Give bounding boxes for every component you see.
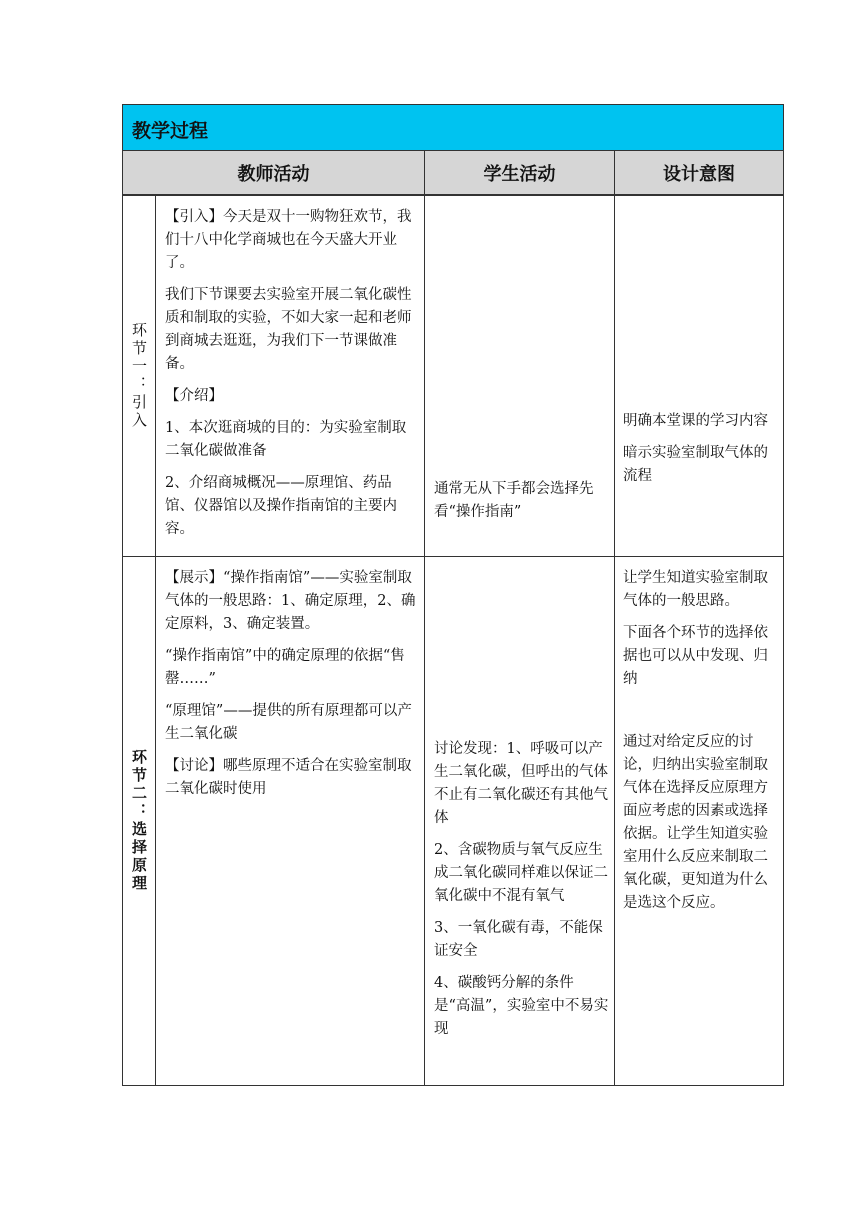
section1-design-hint: 暗示实验室制取气体的流程 <box>623 445 768 484</box>
section1-teacher-cell <box>155 195 425 557</box>
section2-student-finding-4: 4、碳酸钙分解的条件是“高温”，实验室中不易实现 <box>434 975 609 1037</box>
section1-teacher-intro: 【引入】今天是双十一购物狂欢节，我们十八中化学商城也在今天盛大开业了。 <box>165 209 412 271</box>
section2-teacher-cell <box>155 556 425 1086</box>
section1-student-text: 通常无从下手都会选择先看“操作指南” <box>434 481 594 520</box>
section2-label: 环节二：选择原理 <box>130 749 148 893</box>
section1-label-cell <box>122 195 156 557</box>
section2-design-thinking: 让学生知道实验室制取气体的一般思路。 <box>623 570 768 609</box>
header-teacher-activity: 教师活动 <box>122 150 425 195</box>
section1-teacher-overview: 2、介绍商城概况——原理馆、药品馆、仪器馆以及操作指南馆的主要内容。 <box>165 475 397 537</box>
section2-teacher-basis: “操作指南馆”中的确定原理的依据“售罄……” <box>165 648 405 687</box>
section2-label-cell <box>122 556 156 1086</box>
section2-student-finding-2: 2、含碳物质与氧气反应生成二氧化碳同样难以保证二氧化碳中不混有氧气 <box>434 842 608 904</box>
table-title-row <box>122 104 784 152</box>
section1-teacher-purpose: 1、本次逛商城的目的：为实验室制取二氧化碳做准备 <box>165 420 407 459</box>
section2-student-finding-3: 3、一氧化碳有毒，不能保证安全 <box>434 920 603 959</box>
section2-teacher-display: 【展示】“操作指南馆”——实验室制取气体的一般思路：1、确定原理，2、确定原料，3、确定装置。 <box>165 570 416 632</box>
section1-teacher-plan: 我们下节课要去实验室开展二氧化碳性质和制取的实验，不如大家一起和老师到商城去逛逛，为我们下一节课做准备。 <box>165 287 412 372</box>
section1-student-cell <box>424 195 615 557</box>
section1-teacher-intro-heading: 【介绍】 <box>165 388 223 404</box>
section2-design-cell <box>614 556 784 1086</box>
section1-label: 环节一：引入 <box>130 322 148 430</box>
section2-design-conclusion: 通过对给定反应的讨论，归纳出实验室制取气体在选择反应原理方面应考虑的因素或选择依据。让学生知道实验室用什么反应来制取二氧化碳，更知道为什么是选这个反应。 <box>623 734 768 911</box>
table-title: 教学过程 <box>132 120 209 142</box>
section1-design-goal: 明确本堂课的学习内容 <box>623 413 768 429</box>
section2-student-cell <box>424 556 615 1086</box>
section1-design-cell <box>614 195 784 557</box>
section2-teacher-discussion: 【讨论】哪些原理不适合在实验室制取二氧化碳时使用 <box>165 758 412 797</box>
section2-teacher-principle-hall: “原理馆”——提供的所有原理都可以产生二氧化碳 <box>165 703 412 742</box>
section2-design-basis: 下面各个环节的选择依据也可以从中发现、归纳 <box>623 625 768 687</box>
header-design-intent: 设计意图 <box>614 150 784 195</box>
section2-student-finding-1: 讨论发现：1、呼吸可以产生二氧化碳，但呼出的气体不止有二氧化碳还有其他气体 <box>434 741 608 826</box>
header-student-activity: 学生活动 <box>424 150 615 195</box>
